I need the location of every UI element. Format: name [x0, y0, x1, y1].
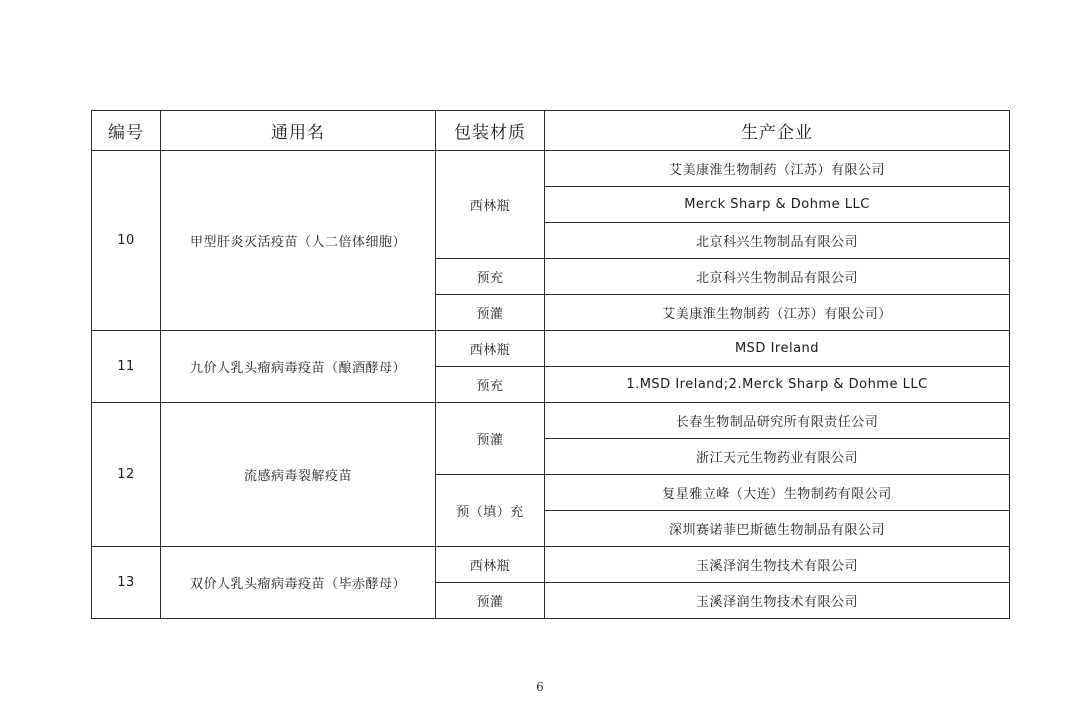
manufacturer: 1.MSD Ireland;2.Merck Sharp & Dohme LLC [545, 367, 1010, 403]
generic-name: 甲型肝炎灭活疫苗（人二倍体细胞） [161, 151, 436, 331]
packaging-type: 预充 [436, 367, 545, 403]
packaging-type: 预灌 [436, 583, 545, 619]
packaging-type: 预灌 [436, 403, 545, 475]
generic-name: 九价人乳头瘤病毒疫苗（酿酒酵母） [161, 331, 436, 403]
table-row [92, 403, 1010, 439]
table-row [92, 151, 1010, 187]
entry-number: 12 [92, 403, 161, 547]
manufacturer: 艾美康淮生物制药（江苏）有限公司 [545, 151, 1010, 187]
table-row [92, 331, 1010, 367]
entry-number: 13 [92, 547, 161, 619]
header-row [92, 111, 1010, 151]
page-number: 6 [536, 680, 544, 694]
table-row [92, 547, 1010, 583]
manufacturer: 北京科兴生物制品有限公司 [545, 259, 1010, 295]
packaging-type: 西林瓶 [436, 331, 545, 367]
manufacturer: 长春生物制品研究所有限责任公司 [545, 403, 1010, 439]
manufacturer: 浙江天元生物药业有限公司 [545, 439, 1010, 475]
header-generic-name: 通用名 [161, 111, 436, 151]
packaging-type: 预（填）充 [436, 475, 545, 547]
manufacturer: 深圳赛诺菲巴斯德生物制品有限公司 [545, 511, 1010, 547]
packaging-type: 预灌 [436, 295, 545, 331]
packaging-type: 预充 [436, 259, 545, 295]
manufacturer: Merck Sharp & Dohme LLC [545, 187, 1010, 223]
manufacturer: 艾美康淮生物制药（江苏）有限公司） [545, 295, 1010, 331]
manufacturer: 复星雅立峰（大连）生物制药有限公司 [545, 475, 1010, 511]
manufacturer: 玉溪泽润生物技术有限公司 [545, 583, 1010, 619]
vaccine-table [91, 110, 1010, 619]
entry-number: 10 [92, 151, 161, 331]
header-manufacturer: 生产企业 [545, 111, 1010, 151]
manufacturer: 玉溪泽润生物技术有限公司 [545, 547, 1010, 583]
header-packaging: 包装材质 [436, 111, 545, 151]
manufacturer: 北京科兴生物制品有限公司 [545, 223, 1010, 259]
entry-number: 11 [92, 331, 161, 403]
generic-name: 双价人乳头瘤病毒疫苗（毕赤酵母） [161, 547, 436, 619]
manufacturer: MSD Ireland [545, 331, 1010, 367]
packaging-type: 西林瓶 [436, 151, 545, 259]
header-number: 编号 [92, 111, 161, 151]
generic-name: 流感病毒裂解疫苗 [161, 403, 436, 547]
packaging-type: 西林瓶 [436, 547, 545, 583]
